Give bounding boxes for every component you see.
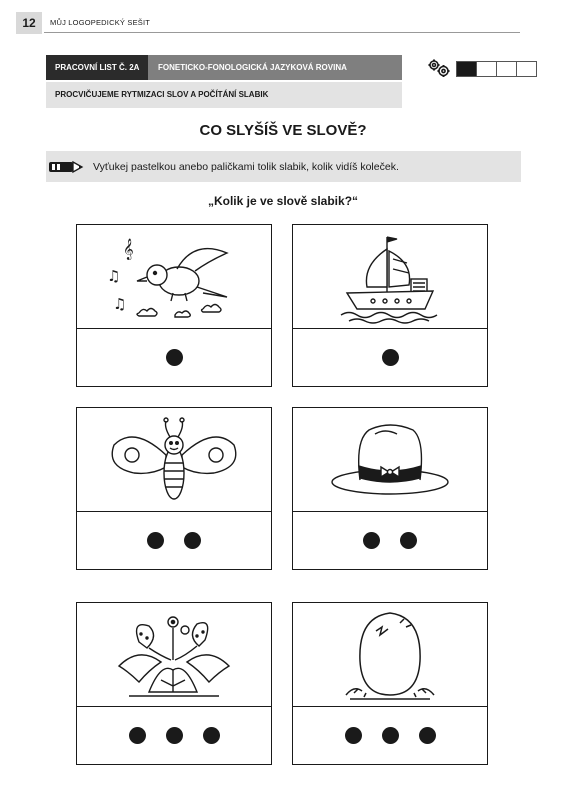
- sheet-label: PRACOVNÍ LIST Č. 2A: [46, 55, 148, 80]
- card-picture: [77, 603, 271, 707]
- syllable-dot: [382, 727, 399, 744]
- difficulty-level: [457, 61, 537, 77]
- svg-text:𝄞: 𝄞: [123, 238, 134, 260]
- syllable-dots: [293, 707, 487, 764]
- syllable-dots: [293, 512, 487, 569]
- hat-picture: [325, 420, 455, 500]
- syllable-dot: [166, 349, 183, 366]
- worksheet-header: [46, 55, 402, 80]
- card-strawberry: [76, 602, 272, 765]
- syllable-dot: [203, 727, 220, 744]
- syllable-dot: [166, 727, 183, 744]
- syllable-dot: [147, 532, 164, 549]
- syllable-dot: [382, 349, 399, 366]
- bird-picture: [99, 231, 249, 323]
- pencil-icon: [48, 160, 84, 174]
- card-picture: [293, 603, 487, 707]
- syllable-dot: [129, 727, 146, 744]
- syllable-dot: [184, 532, 201, 549]
- svg-text:♫: ♫: [113, 294, 127, 313]
- strawberry-picture: [109, 610, 239, 700]
- card-egg: [292, 602, 488, 765]
- syllable-dots: [77, 707, 271, 764]
- instruction-bar: [46, 151, 521, 182]
- gears-icon: [427, 58, 451, 78]
- card-picture: [77, 408, 271, 512]
- instruction-text: Vyťukej pastelkou anebo paličkami tolik slabik, kolik vidíš koleček.: [93, 160, 399, 173]
- language-level-label: FONETICKO-FONOLOGICKÁ JAZYKOVÁ ROVINA: [148, 55, 402, 80]
- card-butterfly: [76, 407, 272, 570]
- book-title: MŮJ LOGOPEDICKÝ SEŠIT: [50, 18, 151, 27]
- ship-picture: [335, 229, 445, 325]
- card-hat: [292, 407, 488, 570]
- difficulty-box-empty: [496, 61, 517, 77]
- syllable-dot: [419, 727, 436, 744]
- question: „Kolik je ve slově slabik?“: [207, 194, 359, 208]
- card-picture: [293, 408, 487, 512]
- syllable-dots: [77, 329, 271, 386]
- header-rule: [44, 32, 520, 33]
- card-bird: [76, 224, 272, 387]
- difficulty-box-filled: [456, 61, 477, 77]
- card-ship: [292, 224, 488, 387]
- syllable-dot: [345, 727, 362, 744]
- syllable-dot: [363, 532, 380, 549]
- butterfly-picture: [104, 415, 244, 505]
- card-picture: [77, 225, 271, 329]
- difficulty-box-empty: [476, 61, 497, 77]
- syllable-dots: [293, 329, 487, 386]
- syllable-dots: [77, 512, 271, 569]
- difficulty-box-empty: [516, 61, 537, 77]
- syllable-dot: [400, 532, 417, 549]
- svg-text:♫: ♫: [107, 266, 121, 285]
- task-title: CO SLYŠÍŠ VE SLOVĚ?: [199, 122, 367, 139]
- card-picture: [293, 225, 487, 329]
- topic-label: PROCVIČUJEME RYTMIZACI SLOV A POČÍTÁNÍ SLABIK: [46, 82, 402, 108]
- page-number: 12: [16, 12, 42, 34]
- egg-picture: [340, 607, 440, 703]
